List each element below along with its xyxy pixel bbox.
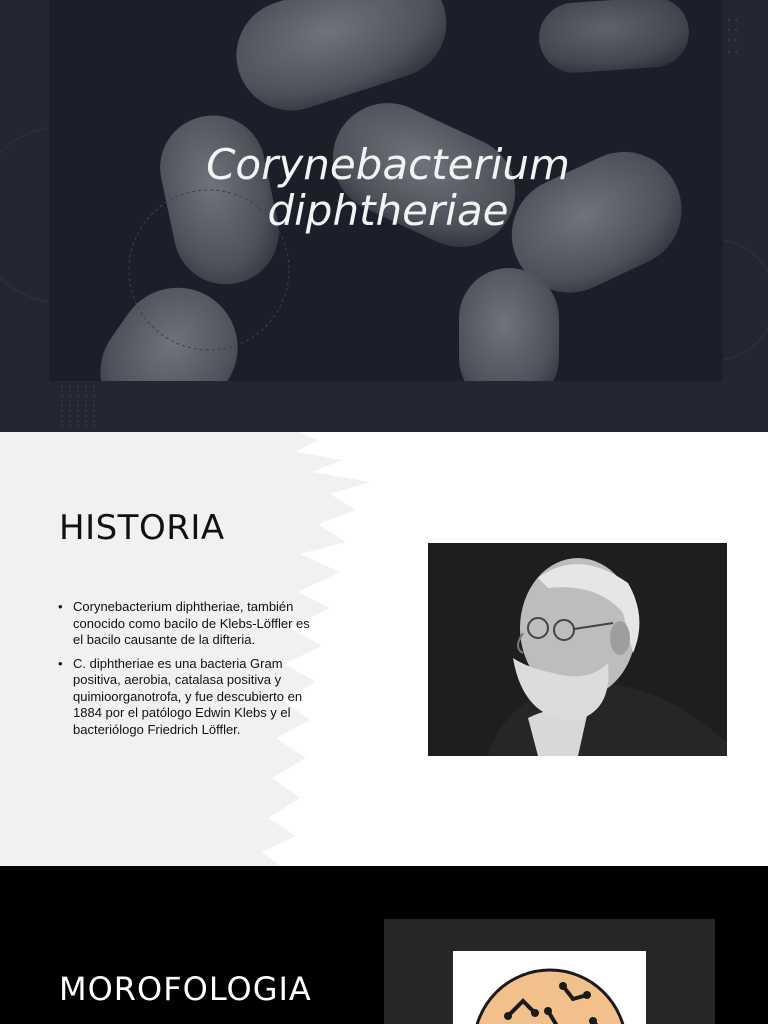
- title-slide: [0, 0, 768, 432]
- bullet-list: [58, 599, 313, 745]
- petri-dish-illustration: [453, 951, 646, 1024]
- image-panel: [384, 919, 715, 1024]
- slide-title: Corynebacterium diphtheriae: [206, 140, 570, 235]
- scientist-portrait: [428, 543, 727, 756]
- section-heading: MOROFOLOGIA: [59, 970, 312, 1008]
- bacteria-culture-figure: [453, 951, 646, 1024]
- portrait-illustration: [428, 543, 727, 756]
- bullet-item: • Corynebacterium diphtheriae, también conocido como bacilo de Klebs-Löffler es el bacilo causante de la difteria.: [58, 599, 313, 649]
- historia-slide: [0, 432, 768, 866]
- bullet-item: • C. diphtheriae es una bacteria Gram positiva, aerobia, catalasa positiva y quimioorganotrofa, y fue descubierto en 1884 por el patólogo Edwin Klebs y el bacteriólogo Friedrich Löffler.: [58, 656, 313, 739]
- section-heading: HISTORIA: [59, 508, 225, 548]
- morfologia-slide: [0, 866, 768, 1024]
